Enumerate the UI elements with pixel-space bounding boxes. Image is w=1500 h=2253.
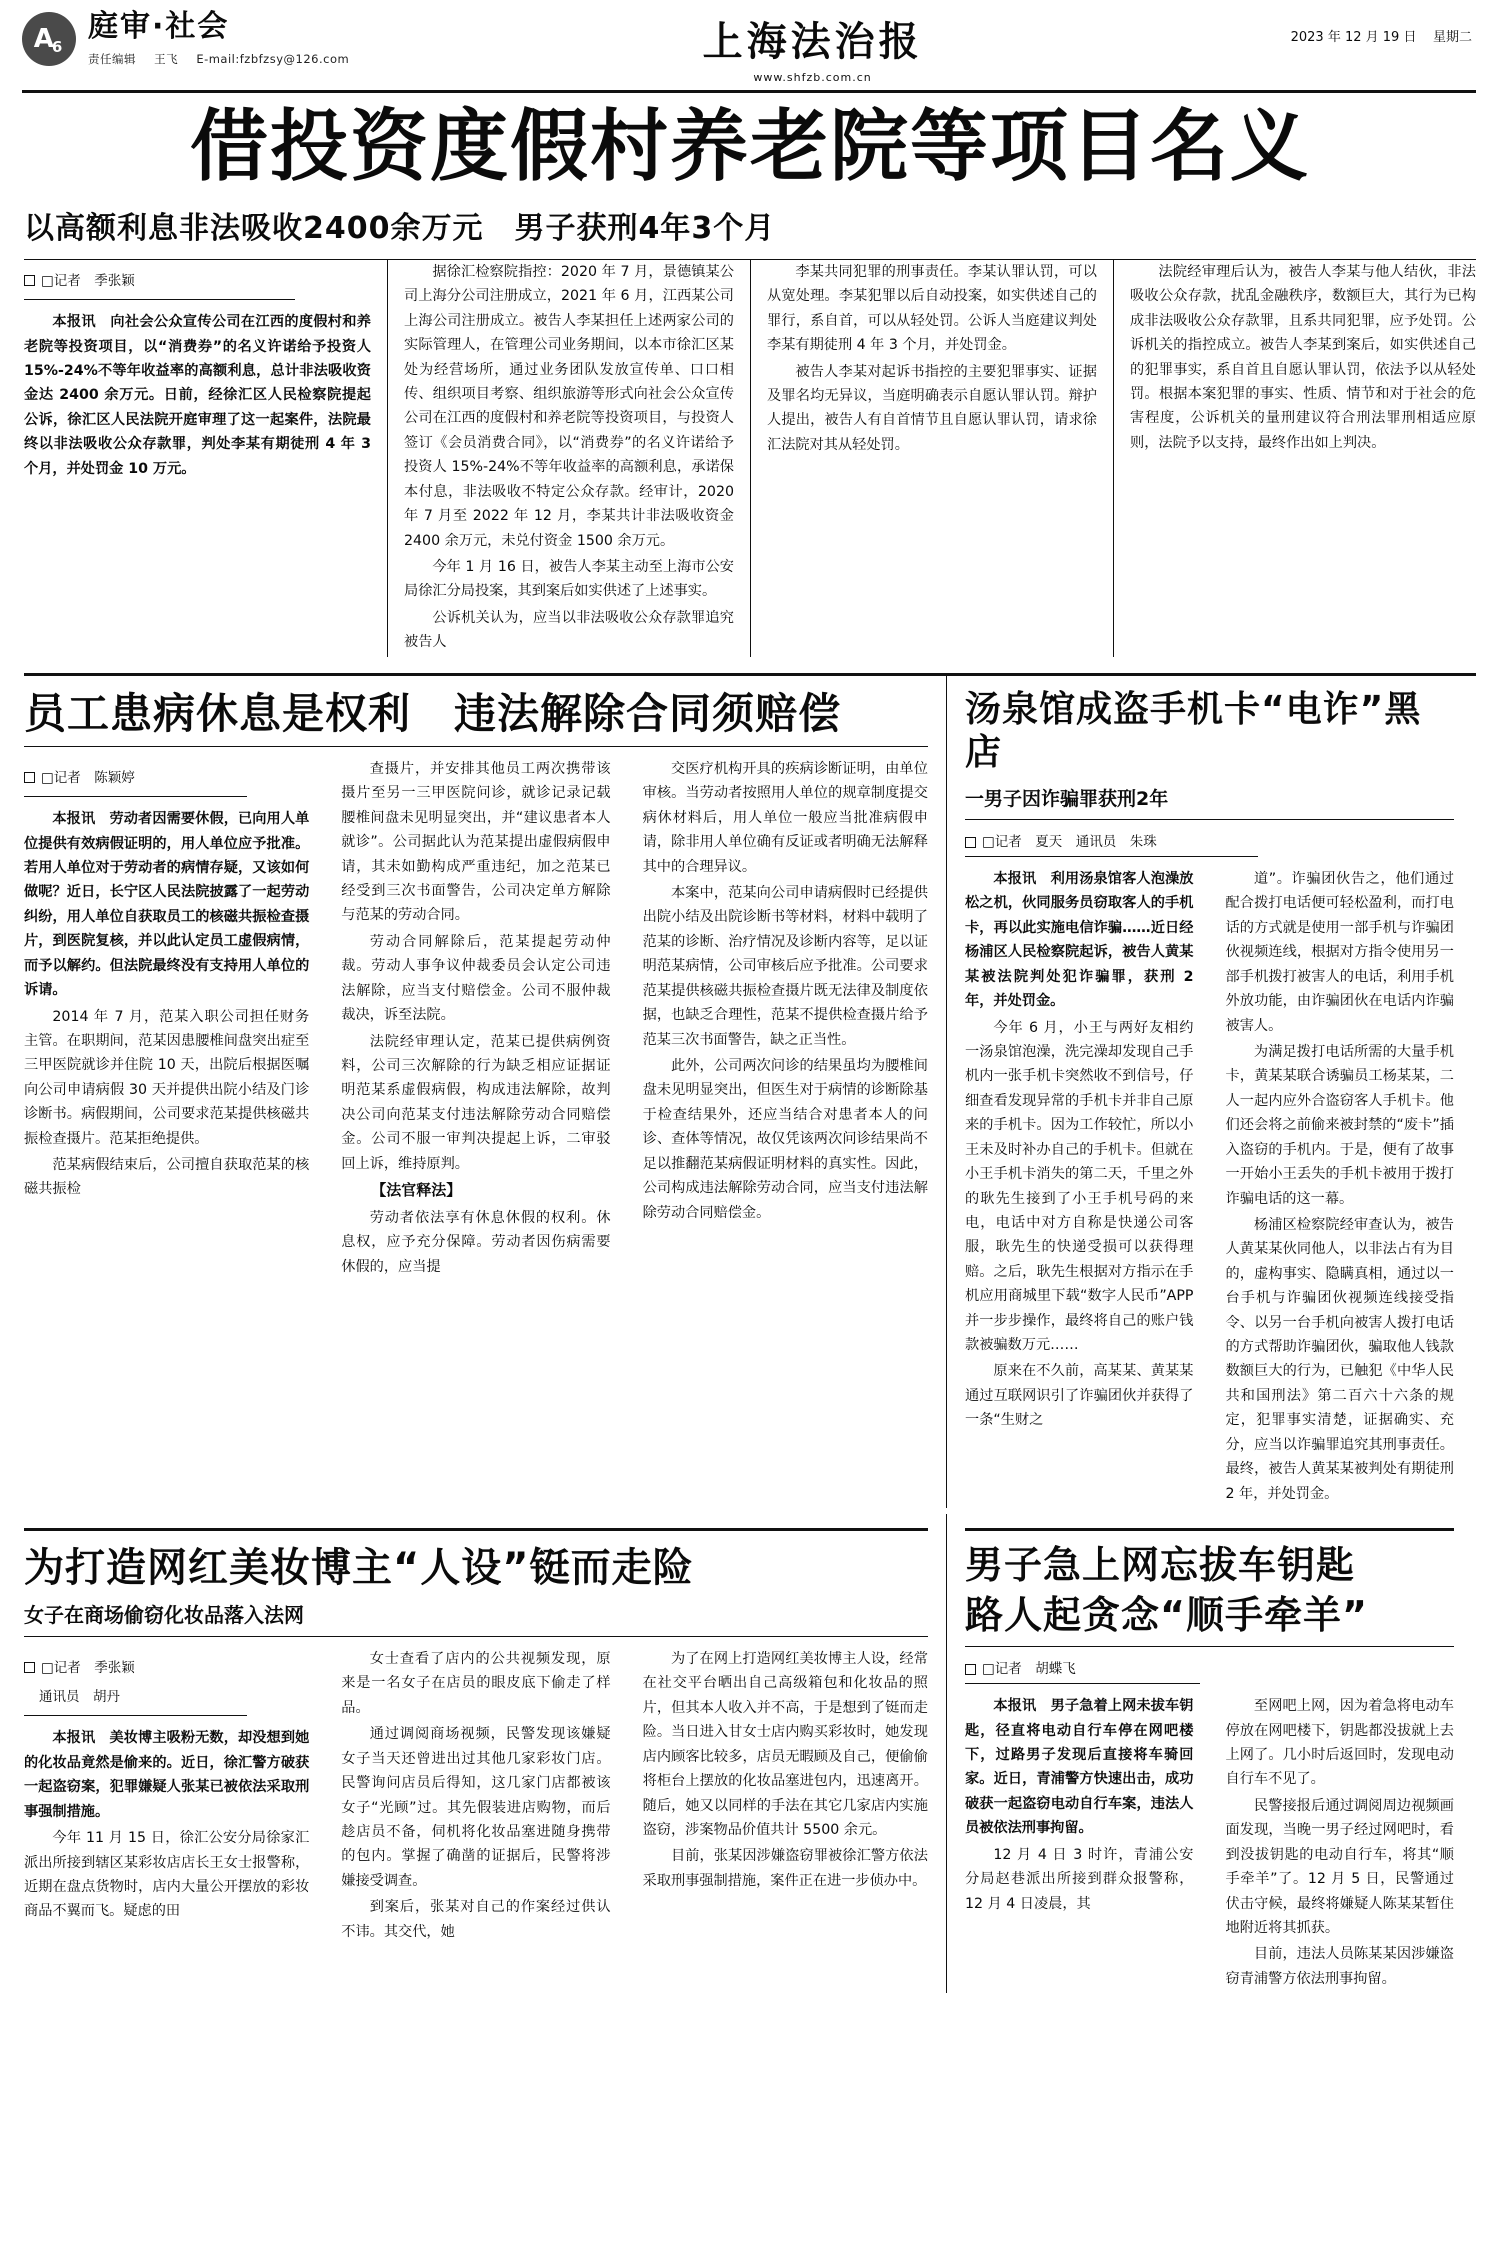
article3-col1 <box>965 867 1210 1508</box>
article1-p5: 李某共同犯罪的刑事责任。李某认罪认罚，可以从宽处理。李某犯罪以后自动投案，如实供述自己的罪行，系自首，可以从轻处罚。公诉人当庭建议判处李某有期徒刑 4 年 3 个月，并处罚金。 <box>767 263 1097 354</box>
article1-columns <box>24 260 1476 657</box>
article1-col2 <box>387 260 750 657</box>
article2-p4: 查摄片，并安排其他员工两次携带该摄片至另一三甲医院问诊，就诊记录记载腰椎间盘未见明显突出，并“建议患者本人就诊”。公司据此认为范某提出虚假病假申请，其未如勤构成严重违纪，加之范某已经受到三次书面警告，公司决定单方解除与范某的劳动合同。 <box>341 760 611 924</box>
article1-col3 <box>750 260 1113 657</box>
editor-email: E-mail:fzbfzsy@126.com <box>196 52 350 66</box>
article4-subhead: 女子在商场偷窃化妆品落入法网 <box>24 1602 304 1627</box>
article2-p7: 劳动者依法享有休息休假的权利。休息权，应予充分保障。劳动者因伤病需要休假的，应当提 <box>341 1209 611 1275</box>
page-badge <box>22 12 76 66</box>
article5-p1: 本报讯 男子急着上网未拔车钥匙，径直将电动自行车停在网吧楼下，过路男子发现后直接将车骑回家。近日，青浦警方快速出击，成功破获一起盗窃电动自行车案，违法人员被依法刑事拘留。 <box>965 1698 1194 1837</box>
article5-p3: 至网吧上网，因为着急将电动车停放在网吧楼下，钥匙都没拔就上去上网了。几小时后返回时，发现电动自行车不见了。 <box>1225 1698 1454 1788</box>
byline-marker-icon <box>965 1664 976 1675</box>
article3-p3: 原来在不久前，高某某、黄某某通过互联网识引了诈骗团伙并获得了一条“生财之 <box>965 1363 1194 1429</box>
article2 <box>24 676 946 1508</box>
article1-p2: 据徐汇检察院指控：2020 年 7 月，景德镇某公司上海分公司注册成立，2021 年 6 月，江西某公司上海公司注册成立。被告人李某担任上述两家公司的实际管理人，在管理公司业务期间，以本市徐汇区某处为经营场所，通过业务团队发放宣传单、口口相传、组织项目考察、组织旅游等形式向社会公众宣传公司在江西的度假村和养老院等投资项目，与投资人签订《会员消费合同》，以“消费券”的名义许诺给予投资人 15%-24%不等年收益率的高额利息，承诺保本付息，非法吸收不特定公众存款。经审计，2020 年 7 月至 2022 年 12 月，李某共计非法吸收资金 2400 余万元，未兑付资金 1500 余万元。 <box>404 263 734 549</box>
article4-divider <box>24 1636 928 1637</box>
section-title: 庭审·社会 <box>88 9 230 44</box>
byline-rule <box>24 1715 247 1716</box>
byline-marker-icon <box>965 837 976 848</box>
article3-p5: 为满足拨打电话所需的大量手机卡，黄某某联合诱骗员工杨某某，二人一起内应外合盗窃客人手机卡。他们还会将之前偷来被封禁的“废卡”插入盗窃的手机内。于是，便有了故事一开始小王丢失的手机卡被用于拨打诈骗电话的这一幕。 <box>1225 1043 1454 1207</box>
masthead-divider <box>22 90 1476 93</box>
article4-p2: 今年 11 月 15 日，徐汇公安分局徐家汇派出所接到辖区某彩妆店店长王女士报警称，近期在盘点货物时，店内大量公开摆放的彩妆商品不翼而飞。疑虑的田 <box>24 1830 310 1920</box>
article4-p3: 女士查看了店内的公共视频发现，原来是一名女子在店员的眼皮底下偷走了样品。 <box>341 1650 611 1716</box>
article4-p7: 目前，张某因涉嫌盗窃罪被徐汇警方依法采取刑事强制措施，案件正在进一步侦办中。 <box>642 1848 928 1889</box>
page-number: 6 <box>51 38 63 56</box>
article5-col1 <box>965 1694 1210 1993</box>
byline-marker-icon <box>24 772 35 783</box>
bottom-band <box>24 1514 1476 1993</box>
byline-rule <box>24 796 247 797</box>
article1-p1: 本报讯 向社会公众宣传公司在江西的度假村和养老院等投资项目，以“消费券”的名义许诺给予投资人 15%-24%不等年收益率的高额利息，总计非法吸收资金达 2400 余万元。日前，经徐汇区人民检察院提起公诉，徐汇区人民法院开庭审理了这一起案件，法院最终以非法吸收公众存款罪，判处李某有期徒刑 4 年 3 个月，并处罚金 10 万元。 <box>24 314 371 477</box>
article2-p8: 交医疗机构开具的疾病诊断证明，由单位审核。当劳动者按照用人单位的规章制度提交病休材料后，用人单位一般应当批准病假申请，除非用人单位确有反证或者明确无法解释其中的合理异议。 <box>642 760 928 875</box>
article3-headline: 汤泉馆成盗手机卡“电诈”黑店 <box>965 688 1422 773</box>
article4-col2 <box>325 1647 626 1946</box>
article2-p10: 此外，公司两次问诊的结果虽均为腰椎间盘未见明显突出，但医生对于病情的诊断除基于检查结果外，还应当结合对患者本人的问诊、查体等情况，故仅凭该两次问诊结果尚不足以推翻范某病假证明材料的真实性。因此，公司构成违法解除劳动合同，应当支付违法解除劳动合同赔偿金。 <box>642 1058 928 1221</box>
article5-p4: 民警接报后通过调阅周边视频画面发现，当晚一男子经过网吧时，看到没拔钥匙的电动自行车，将其“顺手牵羊”了。12 月 5 日，民警通过伏击守候，最终将嫌疑人陈某某暂住地附近将其抓获。 <box>1225 1797 1454 1936</box>
byline-rule <box>965 1683 1200 1684</box>
article2-headline: 员工患病休息是权利 违法解除合同须赔偿 <box>24 688 842 738</box>
article3-byline-text: □记者 夏天 通讯员 朱珠 <box>982 834 1157 851</box>
article3-p6: 杨浦区检察院经审查认为，被告人黄某某伙同他人，以非法占有为目的，虚构事实、隐瞒真相，通过以一台手机与诈骗团伙视频连线接受指令、以另一台手机向被害人拨打电话的方式帮助诈骗团伙，骗取他人钱款数额巨大的行为，已触犯《中华人民共和国刑法》第二百六十六条的规定，犯罪事实清楚，证据确实、充分，应当以诈骗罪追究其刑事责任。最终，被告人黄某某被判处有期徒刑 2 年，并处罚金。 <box>1225 1216 1454 1502</box>
editor-line <box>88 51 363 67</box>
article2-p2: 2014 年 7 月，范某入职公司担任财务主管。在职期间，范某因患腰椎间盘突出症至三甲医院就诊并住院 10 天，出院后根据医嘱向公司申请病假 30 天并提供出院小结及门诊诊断书。病假期间，公司要求范某提供核磁共振检查摄片。范某拒绝提供。 <box>24 1008 310 1147</box>
article2-col3 <box>627 757 928 1281</box>
article4-col1 <box>24 1647 325 1946</box>
article4-p4: 通过调阅商场视频，民警发现该嫌疑女子当天还曾进出过其他几家彩妆门店。民警询问店员后得知，这几家门店都被该女子“光顾”过。其先假装进店购物，而后趁店员不备，伺机将化妆品塞进随身携带的包内。掌握了确凿的证据后，民警将涉嫌接受调查。 <box>341 1726 611 1889</box>
issue-weekday: 星期二 <box>1432 30 1472 45</box>
article4 <box>24 1514 946 1993</box>
article5-col2 <box>1210 1694 1455 1993</box>
article1-col1 <box>24 260 387 657</box>
article4-p1: 本报讯 美妆博主吸粉无数，却没想到她的化妆品竟然是偷来的。近日，徐汇警方破获一起盗窃案，犯罪嫌疑人张某已被依法采取刑事强制措施。 <box>24 1730 310 1820</box>
article2-p5: 劳动合同解除后，范某提起劳动仲裁。劳动人事争议仲裁委员会认定公司违法解除，应当支付赔偿金。公司不服仲裁裁决，诉至法院。 <box>341 933 611 1024</box>
editor-label: 责任编辑 <box>88 52 136 66</box>
article3-p4: 道”。诈骗团伙告之，他们通过配合拨打电话便可轻松盈利，而打电话的方式就是使用一部手机与诈骗团伙视频连线，根据对方指令使用另一部手机拨打被害人的电话，利用手机外放功能，由诈骗团伙在电话内诈骗被害人。 <box>1225 871 1454 1034</box>
middle-band <box>24 676 1476 1508</box>
article3-byline <box>965 830 1454 850</box>
article5-top-divider <box>965 1528 1454 1531</box>
article3-subhead: 一男子因诈骗罪获刑2年 <box>965 788 1169 811</box>
article2-p3: 范某病假结束后，公司擅自获取范某的核磁共振检 <box>24 1157 310 1198</box>
byline-rule <box>24 299 295 300</box>
article5 <box>946 1514 1454 1993</box>
article1-byline-text: □记者 季张颖 <box>41 272 135 289</box>
article4-top-divider <box>24 1528 928 1531</box>
masthead-center <box>363 10 1262 84</box>
paper-name: 上海法治报 <box>702 18 923 65</box>
article1-byline <box>24 270 371 293</box>
article2-col1 <box>24 757 325 1281</box>
article5-columns <box>965 1694 1454 1993</box>
article5-headline-line1: 男子急上网忘拔车钥匙 <box>965 1542 1356 1587</box>
article1-headline: 借投资度假村养老院等项目名义 <box>189 102 1310 192</box>
article5-p5: 目前，违法人员陈某某因涉嫌盗窃青浦警方依法刑事拘留。 <box>1225 1946 1454 1987</box>
article4-col3 <box>627 1647 928 1946</box>
article2-byline-text: □记者 陈颖婷 <box>41 769 135 786</box>
page-letter: A <box>33 24 54 54</box>
article3-p1: 本报讯 利用汤泉馆客人泡澡放松之机，伙同服务员窃取客人的手机卡，再以此实施电信诈骗……近日经杨浦区人民检察院起诉，被告人黄某某被法院判处犯诈骗罪，获刑 2 年，并处罚金。 <box>965 871 1194 1010</box>
article2-p9: 本案中，范某向公司申请病假时已经提供出院小结及出院诊断书等材料，材料中载明了范某的诊断、治疗情况及诊断内容等，足以证明范某病情，公司审核后应予批准。公司要求范某提供核磁共振检查摄片既无法律及制度依据，也缺乏合理性，范某不提供检查摄片给予范某三次书面警告，缺之正当性。 <box>642 885 928 1048</box>
article1-subhead: 以高额利息非法吸收2400余万元 男子获刑4年3个月 <box>24 210 776 246</box>
article5-byline <box>965 1657 1454 1677</box>
article4-byline2 <box>24 1686 309 1709</box>
article3-columns <box>965 867 1454 1508</box>
article2-col2 <box>325 757 626 1281</box>
masthead-right <box>1262 26 1472 45</box>
article3-p2: 今年 6 月，小王与两好友相约一汤泉馆泡澡，洗完澡却发现自己手机内一张手机卡突然收不到信号，仔细查看发现异常的手机卡并非自己原来的手机卡。因为工作较忙，所以小王未及时补办自己的手机卡。但就在小王手机卡消失的第二天，千里之外的耿先生接到了小王手机号码的来电，电话中对方自称是快递公司客服，耿先生的快递受损可以获得理赔。之后，耿先生根据对方指示在手机应用商城里下载“数字人民币”APP 并一步步操作，最终将自己的账户钱款被骗数万元…… <box>965 1019 1194 1354</box>
article4-byline2-text: 通讯员 胡丹 <box>39 1689 120 1706</box>
article3-divider <box>965 819 1454 820</box>
article2-byline <box>24 767 309 790</box>
article1-col4 <box>1113 260 1476 657</box>
article5-p2: 12 月 4 日 3 时许，青浦公安分局赵巷派出所接到群众报警称，12 月 4 日凌晨，其 <box>965 1846 1194 1912</box>
paper-url[interactable]: www.shfzb.com.cn <box>753 71 872 84</box>
article4-headline: 为打造网红美妆博主“人设”铤而走险 <box>24 1544 694 1591</box>
article1-p7: 法院经审理后认为，被告人李某与他人结伙，非法吸收公众存款，扰乱金融秩序，数额巨大，其行为已构成非法吸收公众存款罪，且系共同犯罪，应予处罚。公诉机关的指控成立。被告人李某到案后，如实供述自己的犯罪事实，系自首且自愿认罪认罚，依法予以从轻处罚。根据本案犯罪的事实、性质、情节和对于社会的危害程度，公诉机关的量刑建议符合刑法罪刑相适应原则，法院予以支持，最终作出如上判决。 <box>1130 263 1476 451</box>
article1-p4: 公诉机关认为，应当以非法吸收公众存款罪追究被告人 <box>404 609 734 651</box>
article3 <box>946 676 1454 1508</box>
issue-date: 2023 年 12 月 19 日 <box>1290 30 1417 45</box>
article4-byline <box>24 1657 309 1680</box>
masthead <box>0 0 1500 84</box>
article5-headline-line2: 路人起贪念“顺手牵羊” <box>965 1592 1368 1637</box>
article2-columns <box>24 757 928 1281</box>
article4-columns <box>24 1647 928 1946</box>
article1-p6: 被告人李某对起诉书指控的主要犯罪事实、证据及罪名均无异议，当庭明确表示自愿认罪认罚。辩护人提出，被告人有自首情节且自愿认罪认罚，请求徐汇法院对其从轻处罚。 <box>767 363 1097 453</box>
article2-p1: 本报讯 劳动者因需要休假，已向用人单位提供有效病假证明的，用人单位应予批准。若用人单位对于劳动者的病情存疑，又该如何做呢？近日，长宁区人民法院披露了一起劳动纠纷，用人单位自获取员工的核磁共振检查摄片，到医院复核，并以此认定员工虚假病情，而予以解约。但法院最终没有支持用人单位的诉请。 <box>24 811 310 999</box>
article3-col2 <box>1210 867 1455 1508</box>
masthead-left <box>88 10 363 67</box>
article4-byline-text: □记者 季张颖 <box>41 1659 135 1676</box>
article1-p3: 今年 1 月 16 日，被告人李某主动至上海市公安局徐汇分局投案，其到案后如实供述了上述事实。 <box>404 558 734 600</box>
byline-marker-icon <box>24 275 35 286</box>
editor-name: 王飞 <box>154 52 179 66</box>
article2-divider <box>24 746 928 747</box>
article5-divider <box>965 1646 1454 1647</box>
article4-p5: 到案后，张某对自己的作案经过供认不讳。其交代，她 <box>341 1899 611 1940</box>
article2-p6: 法院经审理认定，范某已提供病例资料，公司三次解除的行为缺乏相应证据证明范某系虚假病假，构成违法解除，故判决公司向范某支付违法解除劳动合同赔偿金。公司不服一审判决提起上诉，二审驳回上诉，维持原判。 <box>341 1033 611 1172</box>
byline-marker-icon <box>24 1662 35 1673</box>
article2-judge-note-title: 【法官释法】 <box>371 1181 462 1200</box>
article5-byline-text: □记者 胡蝶飞 <box>982 1661 1076 1678</box>
article4-p6: 为了在网上打造网红美妆博主人设，经常在社交平台晒出自己高级箱包和化妆品的照片，但其本人收入并不高，于是想到了铤而走险。当日进入甘女士店内购买彩妆时，她发现店内顾客比较多，店员无暇顾及自己，便偷偷将柜台上摆放的化妆品塞进包内，迅速离开。随后，她又以同样的手法在其它几家店内实施盗窃，涉案物品价值共计 5500 余元。 <box>642 1650 928 1838</box>
byline-rule <box>965 856 1258 857</box>
